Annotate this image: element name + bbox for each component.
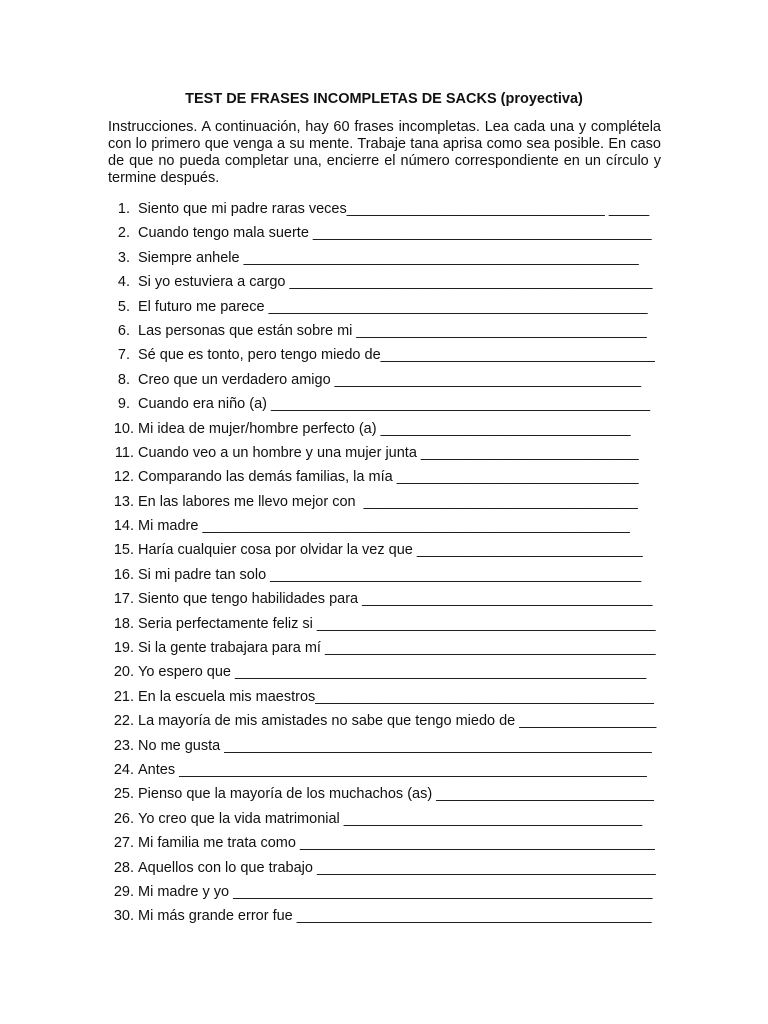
- sentence-item: [0, 859, 768, 883]
- sentence-item: [0, 322, 768, 346]
- sentence-text: Yo espero que ___________________________________________________: [138, 664, 647, 681]
- sentence-text: Pienso que la mayoría de los muchachos (as) ___________________________: [138, 786, 654, 803]
- sentence-item: [0, 639, 768, 663]
- sentence-number: 15.: [113, 542, 134, 559]
- sentence-number: 18.: [113, 615, 134, 632]
- sentence-item: [0, 712, 768, 736]
- sentence-item: [0, 371, 768, 395]
- sentence-item: [0, 395, 768, 419]
- sentence-number: 7.: [117, 347, 130, 364]
- sentence-item: [0, 566, 768, 590]
- instructions-paragraph: Instrucciones. A continuación, hay 60 frases incompletas. Lea cada una y complétela con lo primero que venga a su mente. Trabaje tana aprisa como sea posible. En caso de que no pueda completar una, encierre el número correspondiente en un círculo y termine después.: [108, 119, 661, 186]
- sentence-number: 1.: [117, 201, 130, 217]
- sentence-number: 27.: [113, 835, 134, 852]
- sentence-item: [0, 249, 768, 273]
- sentence-text: Antes __________________________________________________________: [138, 761, 647, 778]
- sentence-text: Mi familia me trata como ____________________________________________: [138, 835, 655, 852]
- sentence-item: [0, 761, 768, 785]
- sentence-text: La mayoría de mis amistades no sabe que tengo miedo de _________________: [138, 713, 657, 730]
- sentence-list: [0, 200, 768, 932]
- sentence-item: [0, 468, 768, 492]
- sentence-item: [0, 663, 768, 687]
- sentence-number: 10.: [113, 420, 134, 437]
- sentence-number: 8.: [117, 371, 130, 388]
- sentence-text: Si la gente trabajara para mí _________________________________________: [138, 640, 656, 657]
- sentence-number: 22.: [113, 713, 134, 730]
- sentence-item: [0, 273, 768, 297]
- sentence-text: Cuando veo a un hombre y una mujer junta ___________________________: [138, 444, 639, 461]
- sentence-number: 3.: [117, 249, 130, 266]
- sentence-text: Mi más grande error fue ____________________________________________: [138, 908, 652, 925]
- sentence-item: [0, 517, 768, 541]
- sentence-text: Siento que mi padre raras veces________________________________ _____: [138, 201, 650, 217]
- sentence-item: [0, 615, 768, 639]
- sentence-number: 25.: [113, 786, 134, 803]
- sentence-text: Seria perfectamente feliz si __________________________________________: [138, 615, 656, 632]
- sentence-item: [0, 200, 768, 224]
- sentence-text: Mi idea de mujer/hombre perfecto (a) _______________________________: [138, 420, 631, 437]
- sentence-number: 16.: [113, 566, 134, 583]
- sentence-text: Yo creo que la vida matrimonial _____________________________________: [138, 810, 643, 827]
- sentence-text: Sé que es tonto, pero tengo miedo de__________________________________: [138, 347, 655, 364]
- sentence-item: [0, 834, 768, 858]
- sentence-text: En las labores me llevo mejor con __________________________________: [138, 493, 638, 510]
- sentence-number: 23.: [113, 737, 134, 754]
- sentence-item: [0, 883, 768, 907]
- sentence-text: El futuro me parece _______________________________________________: [138, 298, 648, 315]
- sentence-number: 9.: [117, 396, 130, 413]
- sentence-number: 12.: [113, 469, 134, 486]
- sentence-text: Siento que tengo habilidades para ____________________________________: [138, 591, 653, 608]
- sentence-number: 11.: [114, 444, 134, 461]
- sentence-text: Comparando las demás familias, la mía ______________________________: [138, 469, 639, 486]
- sentence-text: Haría cualquier cosa por olvidar la vez que ____________________________: [138, 542, 643, 559]
- sentence-item: [0, 907, 768, 931]
- sentence-item: [0, 346, 768, 370]
- sentence-text: Las personas que están sobre mi ____________________________________: [138, 322, 647, 339]
- sentence-item: [0, 737, 768, 761]
- sentence-text: Creo que un verdadero amigo ______________________________________: [138, 371, 642, 388]
- sentence-item: [0, 785, 768, 809]
- sentence-number: 14.: [113, 518, 134, 535]
- sentence-number: 30.: [113, 908, 134, 925]
- sentence-item: [0, 298, 768, 322]
- sentence-number: 28.: [113, 859, 134, 876]
- sentence-text: Si mi padre tan solo ______________________________________________: [138, 566, 642, 583]
- sentence-number: 26.: [113, 810, 134, 827]
- sentence-text: En la escuela mis maestros__________________________________________: [138, 688, 654, 705]
- sentence-item: [0, 420, 768, 444]
- sentence-number: 29.: [113, 883, 134, 900]
- sentence-item: [0, 590, 768, 614]
- sentence-item: [0, 810, 768, 834]
- sentence-text: Si yo estuviera a cargo _____________________________________________: [138, 274, 653, 291]
- sentence-item: [0, 224, 768, 248]
- sentence-text: Cuando tengo mala suerte __________________________________________: [138, 225, 652, 242]
- sentence-number: 21.: [113, 688, 134, 705]
- sentence-text: Aquellos con lo que trabajo __________________________________________: [138, 859, 656, 876]
- sentence-number: 17.: [113, 591, 134, 608]
- sentence-number: 6.: [117, 322, 130, 339]
- sentence-number: 4.: [117, 274, 130, 291]
- sentence-number: 20.: [113, 664, 134, 681]
- sentence-text: Mi madre _____________________________________________________: [138, 518, 630, 535]
- sentence-item: [0, 493, 768, 517]
- sentence-number: 19.: [113, 640, 134, 657]
- sentence-number: 13.: [113, 493, 134, 510]
- sentence-text: No me gusta _____________________________________________________: [138, 737, 652, 754]
- sentence-item: [0, 688, 768, 712]
- sentence-item: [0, 444, 768, 468]
- document-title: TEST DE FRASES INCOMPLETAS DE SACKS (proyectiva): [185, 91, 583, 107]
- sentence-number: 2.: [117, 225, 130, 242]
- sentence-number: 5.: [117, 298, 130, 315]
- sentence-text: Cuando era niño (a) _______________________________________________: [138, 396, 651, 413]
- sentence-text: Mi madre y yo ____________________________________________________: [138, 883, 653, 900]
- sentence-number: 24.: [113, 761, 134, 778]
- sentence-text: Siempre anhele _________________________________________________: [138, 249, 639, 266]
- sentence-item: [0, 541, 768, 565]
